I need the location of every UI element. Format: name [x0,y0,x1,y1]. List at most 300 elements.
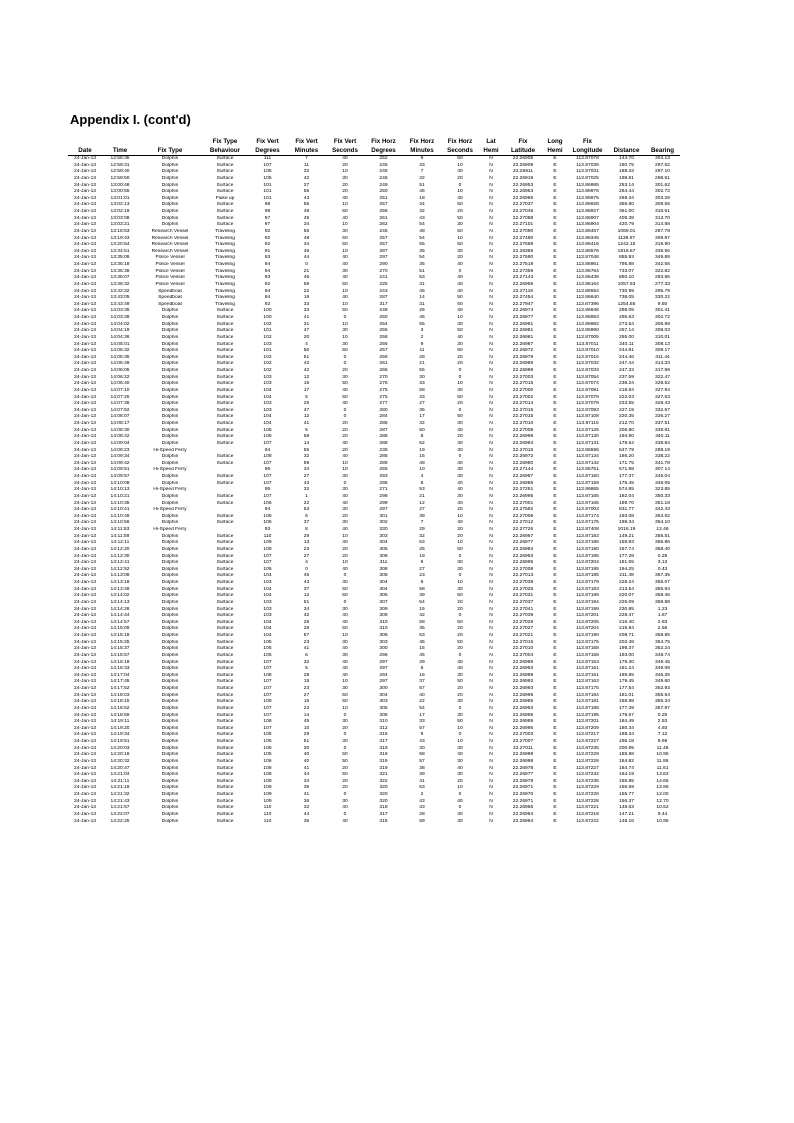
table-cell: Dolphin [161,387,179,393]
table-cell: E [553,440,557,446]
table-cell: 106 [263,758,272,764]
table-cell: 92 [264,228,271,234]
table-cell: 10 [457,162,463,168]
table-cell: 0.29 [657,553,668,559]
table-cell: 5 [305,394,308,400]
table-cell: Research Vessel [151,235,189,241]
table-cell: N [489,692,493,698]
table-cell: 14:09:57 [110,474,130,479]
table-cell: N [489,427,493,433]
table-cell: Dolphin [161,586,179,592]
table-row [68,282,680,289]
table-cell: 22.26981 [512,328,534,334]
table-cell: Surface [216,328,234,334]
table-cell: 20 [457,175,463,181]
table-cell: 24-Jan-13 [73,513,97,519]
table-cell: 113.87195 [576,712,599,718]
table-cell: 10 [342,248,348,254]
table-cell: 14:12:30 [110,553,130,559]
table-cell: 21 [419,361,425,367]
table-cell: 113.87229 [576,785,599,791]
table-cell: 299.05 [619,308,634,314]
table-cell: E [553,421,557,426]
table-cell: 24-Jan-13 [73,348,97,354]
table-cell: 202.48 [619,639,634,645]
table-cell: 12:59:31 [110,162,130,168]
table-cell: 27 [303,474,310,479]
table-cell: 314.33 [655,361,670,367]
table-cell: 0 [343,792,347,797]
table-cell: Dolphin [161,546,179,552]
table-cell [202,507,248,514]
table-cell: 22.26995 [512,493,534,499]
table-cell: Police Vessel [155,262,185,267]
table-row [68,759,680,766]
table-cell: 55 [419,242,425,248]
table-cell: 24-Jan-13 [73,228,97,234]
table-cell: Surface [216,712,234,718]
table-cell: 13:00:55 [110,189,130,195]
table-cell: N [489,798,493,804]
table-cell: Surface [216,546,234,552]
table-cell: 113.87079 [576,401,599,407]
table-cell: 40 [457,195,463,201]
table-cell: 22.26981 [512,321,534,327]
table-cell: 20 [457,599,463,605]
table-cell: 113.87190 [576,633,599,638]
table-cell: 0 [343,480,347,486]
table-cell: 156.59 [619,785,634,791]
table-cell: 341.78 [655,460,670,466]
table-cell: 21 [419,493,425,499]
table-cell: 30 [457,672,463,678]
table-cell: 41 [303,315,310,320]
table-cell: 20 [457,686,463,691]
table-cell: 243 [379,288,388,294]
table-cell: 182.04 [619,493,634,499]
table-cell: 322.82 [655,268,670,274]
table-cell: 13:18:53 [110,228,130,234]
table-cell: 10 [457,540,463,546]
table-cell: 10 [419,467,425,473]
table-cell: N [489,321,493,327]
table-cell: 59 [303,281,310,287]
table-cell: 24-Jan-13 [73,162,97,168]
table-cell: 6 [305,652,308,658]
table-cell: 40 [342,672,348,678]
table-cell: 10 [342,222,348,228]
table-cell: 14:16:19 [110,659,130,665]
table-cell: 97 [264,222,271,228]
table-cell: 30 [342,606,348,612]
table-cell: 155.77 [619,792,634,797]
table-cell: 113.86961 [576,262,599,267]
table-cell: 303.28 [655,195,670,201]
table-cell: 1242.15 [617,242,636,248]
table-cell: 20 [342,434,348,440]
table-cell: Dolphin [161,407,179,413]
table-cell: Surface [216,460,234,466]
table-cell: 50 [457,156,463,161]
table-cell: 27 [419,401,425,407]
table-cell: 24-Jan-13 [73,374,97,380]
table-cell: 59 [419,818,425,824]
table-cell: N [489,739,493,744]
table-cell: 22.27003 [512,374,534,380]
table-cell: 317 [379,811,388,817]
table-cell: Hi-Speed Ferry [153,487,187,493]
table-cell: 113.87150 [576,474,599,479]
table-row [68,348,680,355]
table-cell: 14:14:44 [110,613,130,619]
table-cell: 40 [342,646,348,652]
table-cell: 40 [457,334,463,340]
table-row [68,607,680,614]
table-cell: 51 [303,599,310,605]
table-cell: E [553,401,557,407]
table-row [68,249,680,256]
table-cell: 113.87175 [576,520,599,526]
table-cell: 0 [458,454,462,460]
table-row [68,547,680,554]
table-cell: 269.34 [619,195,634,201]
table-row [68,414,680,421]
table-cell: Surface [216,421,234,426]
table-cell: Dolphin [161,613,179,619]
page-title: Appendix I. (cont'd) [70,112,191,127]
table-row [68,626,680,633]
table-cell: 164.19 [619,772,634,778]
table-cell: E [553,334,557,340]
table-cell: 113.86554 [576,288,599,294]
table-cell: 22.27008 [512,427,534,433]
table-cell: 20 [457,527,463,532]
table-cell: 24-Jan-13 [73,500,97,506]
table-cell: 30 [342,374,348,380]
table-cell: 30 [457,341,463,347]
table-cell: 218.84 [619,387,634,393]
table-cell: 113.87228 [576,798,599,804]
table-cell: N [489,613,493,619]
table-cell: 40 [419,692,425,698]
table-cell: 22.27143 [512,275,534,281]
table-cell: 105 [263,175,272,181]
table-cell: Surface [216,811,234,817]
table-cell: 40 [457,427,463,433]
table-cell: 0.25 [657,712,668,718]
table-cell: 24-Jan-13 [73,182,97,188]
table-cell: 105 [263,434,272,440]
table-cell: 0 [458,268,462,274]
table-cell: 40 [342,540,348,546]
table-cell: 24-Jan-13 [73,242,97,248]
table-cell: 53 [303,507,310,513]
table-cell: 43 [303,195,310,201]
table-cell: 34 [303,242,310,248]
table-cell: 22.26977 [512,772,534,778]
table-cell: 199.34 [619,520,634,526]
table-cell: 0 [458,652,462,658]
table-cell: 355.34 [655,699,670,705]
table-cell: 113.87201 [576,719,599,725]
table-cell: 113.87204 [576,560,599,566]
table-cell: 108 [263,546,272,552]
table-cell: Police Vessel [155,255,185,261]
table-cell: N [489,447,493,453]
table-cell: E [553,209,557,214]
table-cell: 45 [419,189,425,195]
table-cell: E [553,553,557,559]
table-cell: 251 [379,195,388,201]
table-cell: Surface [216,182,234,188]
table-cell: 14:12:11 [110,540,130,546]
table-cell: 101 [263,328,272,334]
table-cell: 261 [379,215,388,221]
table-cell: 7 [420,169,424,175]
table-cell: 31 [303,321,310,327]
table-cell: 20 [457,692,463,698]
table-cell: 113.87396 [576,301,599,307]
table-cell: 233.55 [619,401,634,407]
table-cell: 24-Jan-13 [73,175,97,181]
table-cell: 168.88 [619,699,634,705]
table-cell: 307 [379,599,388,605]
table-cell: 40 [457,169,463,175]
table-cell: 107 [263,474,272,479]
table-cell: 311 [379,560,388,566]
column-header: Long Hemi [543,138,567,156]
table-cell: 254 [379,321,388,327]
table-cell: 22.27014 [512,401,534,407]
table-cell: 113.87005 [576,334,599,340]
table-cell: 30 [342,739,348,744]
table-cell: 92 [264,235,271,241]
table-cell: Surface [216,573,234,579]
table-cell: N [489,652,493,658]
table-cell: N [489,354,493,360]
table-cell: E [553,262,557,267]
table-cell: Surface [216,580,234,585]
table-cell: N [489,818,493,824]
table-cell: 24-Jan-13 [73,533,97,539]
table-cell: Surface [216,792,234,797]
table-cell: 113.87016 [576,354,599,360]
table-cell: N [489,407,493,413]
table-cell: N [489,705,493,711]
table-cell: N [489,599,493,605]
table-cell: 108 [263,765,272,771]
table-cell: 22.27015 [512,447,534,453]
table-cell: 10.95 [656,818,669,824]
table-cell: N [489,811,493,817]
table-cell: 179.45 [619,679,634,685]
table-cell: 42 [419,613,425,619]
table-cell: E [553,427,557,433]
table-cell: 113.86416 [576,242,599,248]
table-cell: E [553,699,557,705]
table-cell: 22.26985 [512,699,534,705]
table-cell: 24-Jan-13 [73,626,97,632]
table-cell: E [553,719,557,725]
table-cell: E [553,202,557,208]
table-cell: E [553,275,557,281]
table-cell: 113.87235 [576,778,599,784]
table-cell: Dolphin [161,639,179,645]
table-cell: 10 [342,679,348,685]
table-cell: 22.26977 [512,315,534,320]
table-cell: 298.51 [655,175,670,181]
table-cell: 4 [305,341,308,347]
table-cell: 285 [379,454,388,460]
table-cell: 198.37 [619,646,634,652]
table-cell: 193.00 [619,652,634,658]
table-cell: 322 [379,778,388,784]
table-cell: Surface [216,672,234,678]
table-cell: N [489,414,493,420]
table-cell: Dolphin [161,480,179,486]
table-cell: 24-Jan-13 [73,427,97,433]
table-cell: 113.87048 [576,255,599,261]
table-cell: Dolphin [161,652,179,658]
table-cell: 220.07 [619,593,634,599]
table-cell: N [489,533,493,539]
table-cell: 113.87033 [576,368,599,373]
table-cell: 108 [263,699,272,705]
table-cell: 314.88 [655,222,670,228]
table-cell: 22.26953 [512,182,534,188]
table-cell: 310 [379,619,388,625]
table-cell: 20 [342,447,348,453]
table-cell: 308 [379,566,388,572]
table-cell: 0 [343,599,347,605]
column-header: Distance [608,138,645,156]
table-cell: 22.26972 [512,454,534,460]
table-cell: Surface [216,387,234,393]
table-cell: 50 [342,209,348,214]
table-cell: 14:13:18 [110,580,130,585]
table-cell: Dolphin [161,540,179,546]
table-cell: 24-Jan-13 [73,560,97,566]
table-cell: E [553,686,557,691]
table-cell: E [553,321,557,327]
table-cell: 54 [419,599,425,605]
table-cell: 181.55 [619,560,634,566]
table-cell: Dolphin [161,599,179,605]
table-cell: 57 [419,758,425,764]
table-cell: N [489,712,493,718]
table-cell: 24-Jan-13 [73,493,97,499]
table-cell: 55 [419,321,425,327]
table-cell: Surface [216,732,234,738]
table-cell: Dolphin [161,189,179,195]
table-cell: E [553,586,557,592]
table-cell: 57 [419,725,425,731]
table-cell: 246 [379,175,388,181]
table-cell: Hi-Speed Ferry [153,467,187,473]
table-cell: 21 [303,268,310,274]
table-row [68,785,680,792]
table-cell: 43 [419,215,425,221]
table-cell: 24-Jan-13 [73,666,97,672]
table-cell: 103 [263,374,272,380]
table-cell: 13:43:49 [110,301,130,307]
table-cell: 45 [303,719,310,725]
table-cell: 7 [420,520,424,526]
table-cell: 354.75 [655,639,670,645]
table-cell: 20 [457,209,463,214]
table-row [68,752,680,759]
table-cell: 93 [264,255,271,261]
table-cell: E [553,295,557,301]
table-cell: 113.86953 [576,315,599,320]
table-row [68,467,680,474]
table-cell: 22.27037 [512,599,534,605]
table-cell: 40 [342,215,348,221]
table-cell: 14 [303,712,310,718]
table-cell: 101 [263,195,272,201]
table-cell: 10 [457,513,463,519]
column-header: Fix Longitude [567,138,608,156]
table-cell: Traveling [215,235,235,241]
table-cell: 40 [457,288,463,294]
table-cell: 50 [457,639,463,645]
table-cell: E [553,480,557,486]
table-cell: 41 [419,778,425,784]
table-cell: 359.88 [655,599,670,605]
table-cell: 850.10 [619,275,634,281]
table-cell: 113.86946 [576,308,599,314]
table-cell: E [553,281,557,287]
table-cell: Dolphin [161,818,179,824]
table-cell: 10 [457,580,463,585]
table-cell: N [489,301,493,307]
table-cell: 188.85 [619,672,634,678]
table-cell: 222.03 [619,394,634,400]
table-cell: 277.33 [655,281,670,287]
table-cell: 24-Jan-13 [73,275,97,281]
table-cell: 14 [303,440,310,446]
table-cell: Surface [216,434,234,440]
table-cell: 22.26998 [512,672,534,678]
table-cell: 245 [379,228,388,234]
table-cell: 58 [419,586,425,592]
table-cell: E [553,619,557,625]
table-cell: Surface [216,646,234,652]
table-cell: 22.26998 [512,368,534,373]
table-cell: 45 [419,639,425,645]
table-cell: E [553,222,557,228]
table-cell: 54 [419,705,425,711]
table-cell: 30 [457,440,463,446]
table-cell: N [489,765,493,771]
table-cell: 287 [379,295,388,301]
table-cell: Surface [216,361,234,367]
table-cell: 185.98 [619,752,634,758]
table-cell: 10.52 [656,805,669,811]
table-cell: 24-Jan-13 [73,765,97,771]
table-cell: 105 [263,513,272,519]
table-cell: Surface [216,613,234,619]
table-cell: N [489,752,493,758]
table-cell: 37 [303,586,310,592]
table-cell: 40 [457,666,463,672]
table-cell: 113.87199 [576,606,599,612]
table-cell: 0 [343,712,347,718]
table-cell: 105 [263,169,272,175]
table-cell: 40 [342,195,348,201]
table-cell: Dolphin [161,593,179,599]
column-header: Fix Type Behaviour [202,138,248,156]
